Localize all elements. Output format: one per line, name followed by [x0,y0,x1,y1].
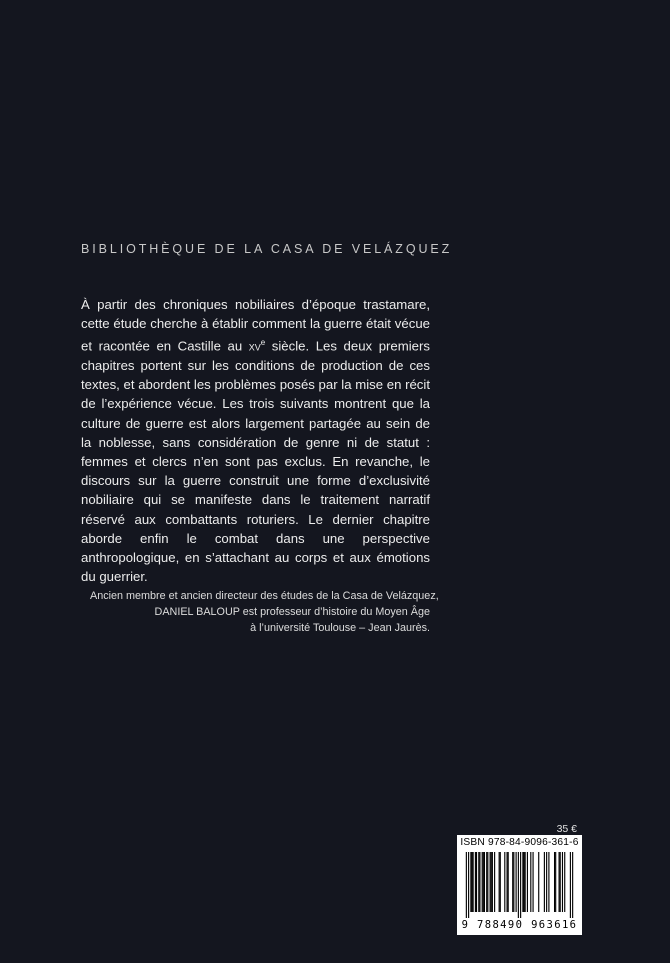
barcode-bar [572,852,573,918]
barcode-bar [570,852,571,918]
barcode-bar [506,852,507,912]
barcode-bar [560,852,561,912]
barcode-bar [470,852,471,912]
barcode-bar [500,852,501,912]
price-label: 35 € [556,823,577,835]
back-cover-blurb [81,295,430,586]
barcode-bar [559,852,560,912]
barcode-bar [468,852,469,918]
barcode-bar [512,852,513,912]
barcode-bar [494,852,495,912]
century-numeral: xv [248,338,261,354]
barcode-bar [525,852,526,912]
barcode-bar [466,852,467,918]
barcode-bar [562,852,563,912]
barcode-bar [530,852,531,912]
barcode-bar [473,852,474,912]
barcode-bar [490,852,491,912]
barcode-bar [527,852,528,912]
barcode [459,852,580,918]
series-title: BIBLIOTHÈQUE DE LA CASA DE VELÁZQUEZ [81,242,453,256]
author-bio-line-2: DANIEL BALOUP est professeur d’histoire du Moyen Âge [154,606,430,618]
isbn-text: ISBN 978-84-9096-361-6 [460,837,579,848]
barcode-bar [479,852,480,912]
barcode-bar [544,852,545,912]
barcode-bar [533,852,534,912]
barcode-bar [482,852,483,912]
barcode-bar [522,852,523,912]
barcode-bar [516,852,517,912]
barcode-bar [564,852,565,912]
barcode-digits: 9 788490 963616 [461,919,578,931]
barcode-bar [538,852,539,912]
barcode-bar [478,852,479,912]
barcode-bar [476,852,477,912]
isbn-block [457,835,582,935]
barcode-bar [484,852,485,912]
barcode-bar [487,852,488,912]
barcode-bar [504,852,505,912]
barcode-bar [486,852,487,912]
author-bio-line-3: à l’université Toulouse – Jean Jaurès. [250,622,430,634]
barcode-bar [508,852,509,912]
barcode-bar [471,852,472,912]
barcode-bar [513,852,514,912]
barcode-bar [523,852,524,912]
barcode-bar [492,852,493,912]
barcode-bar [546,852,547,912]
barcode-bar [483,852,484,912]
blurb-text-1: À partir des chroniques nobiliaires d’époque trastamare, cette étude cherche à établir comment la guerre était vécue et racontée en Castille au [81,297,430,354]
barcode-bar [520,852,521,918]
century-superscript: e [260,338,266,348]
barcode-bar [475,852,476,912]
author-bio-line-1: Ancien membre et ancien directeur des études de la Casa de Velázquez, [90,590,439,602]
author-bio [90,588,439,636]
barcode-bar [518,852,519,918]
barcode-bar [555,852,556,912]
barcode-bar [554,852,555,912]
barcode-bar [491,852,492,912]
blurb-text-2: siècle. Les deux premiers chapitres portent sur les conditions de production de ces textes, et abordent les problèmes posés par la mise en récit de l’expérience vécue. Les trois suivants montrent que la culture de guerre est alors largement partagée au sein de la noblesse, sans considération de genre ni de statut : femmes et clercs n’en sont pas exclus. En revanche, le discours sur la guerre construit une forme d’exclusivité nobiliaire qui se manifeste dans le traitement narratif réservé aux combattants roturiers. Le dernier chapitre aborde enfin le combat dans une perspective anthropologique, en s’attachant au corps et aux émotions du guerrier. [81,338,430,585]
barcode-bar [499,852,500,912]
barcode-bar [548,852,549,912]
